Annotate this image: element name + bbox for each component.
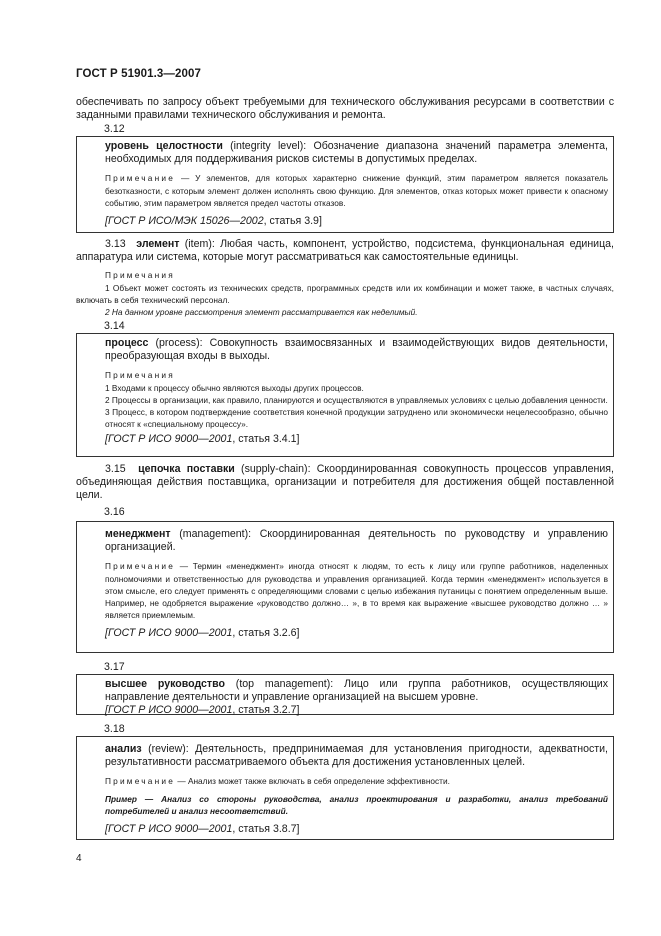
term-english: (review) [141,743,186,755]
term-definition: : Скоординированная деятельность по руководству и управлению организацией. [105,528,609,554]
note-2: 2 На данном уровне рассмотрения элемент рассматривается как неделимый. [105,307,418,318]
term-definition: : Обозначение диапазона значений параметра элемента, необходимых для поддерживания рисков системы в допустимых пределах. [105,140,608,166]
term-name: менеджмент [105,528,171,540]
term-number: 3.12 [104,123,125,135]
notes-label: Примечания [105,370,175,381]
note-1: 1 Входами к процессу обычно являются выходы других процессов. [105,382,364,393]
reference-article: , статья 3.8.7] [232,823,300,836]
reference-article: , статья 3.2.6] [232,627,300,640]
document-header: ГОСТ Р 51901.3—2007 [76,68,201,80]
term-name: цепочка поставки [138,463,235,475]
term-name: анализ [105,743,142,755]
note-2: 2 Процессы в организации, как правило, планируются и осуществляются в управляемых условиях с целью добавления ценности. [105,394,608,405]
term-number: 3.14 [104,320,125,332]
reference-doc: [ГОСТ Р ИСО 9000—2001 [105,433,233,446]
term-box-3-17 [76,674,614,715]
reference-article: , статья 3.2.7] [232,704,300,717]
term-number: 3.18 [104,723,125,735]
term-block-3-13 [76,238,614,318]
note-1: 1 Объект может состоять из технических средств, программных средств или их комбинации и может также, в частных случаях, включать в себя технический персонал. [76,282,614,305]
reference-article: , статья 3.4.1] [232,433,300,446]
term-english: (management) [170,528,249,540]
term-name: элемент [136,238,180,250]
term-definition: : Совокупность взаимосвязанных и взаимодействующих видов деятельности, преобразующая входы в выходы. [105,337,608,363]
example-text: Пример — Анализ со стороны руководства, анализ проектирования и разработки, анализ требований потребителей и анализ несоответствий. [105,793,608,816]
term-number: 3.15 [105,463,126,475]
reference-doc: [ГОСТ Р ИСО 9000—2001 [105,627,233,640]
reference-doc: [ГОСТ Р ИСО/МЭК 15026—2002 [105,215,264,228]
reference-doc: [ГОСТ Р ИСО 9000—2001 [105,704,233,717]
note-label: Примечание [105,776,176,787]
note-3: 3 Процесс, в котором подтверждение соответствия конечной продукции затруднено или экономически нецелесообразно, обычно относят к «специальному процессу». [105,407,608,430]
term-box-3-14 [76,333,614,457]
note-text: — Анализ может также включать в себя определение эффективности. [175,776,450,787]
term-block-3-15 [76,463,614,503]
term-definition: : Скоординированная совокупность процессов управления, объединяющая действия поставщика, организации и потребителя для достижения общей поставленной цели. [76,463,614,502]
note-label: Примечание [105,173,176,184]
page-number: 4 [76,853,82,864]
term-name: высшее руководство [105,678,225,690]
reference-article: , статья 3.9] [263,215,322,228]
term-definition: : Лицо или группа работников, осуществляющих направление деятельности и управление организацией на высшем уровне. [105,678,608,704]
reference-doc: [ГОСТ Р ИСО 9000—2001 [105,823,233,836]
term-number: 3.16 [104,506,125,518]
note-text: — У элементов, для которых характерно снижение функций, этим параметром является показатель безотказности, с которым элемент должен исполнять свою функцию. Для элементов, отказ которых может привести к опасному событию, этим параметром является предел частоты отказов. [105,173,608,208]
term-english: (item) [179,238,212,250]
term-box-3-18 [76,736,614,840]
term-box-3-12 [76,136,614,233]
term-english: (top management) [224,678,331,690]
term-english: (integrity level) [222,140,304,152]
term-number: 3.17 [104,661,125,673]
term-name: уровень целостности [105,140,223,152]
term-definition: : Деятельность, предпринимаемая для установления пригодности, адекватности, результативности рассматриваемого объекта для достижения установленных целей. [105,743,608,769]
term-number: 3.13 [105,238,126,250]
term-english: (supply-chain) [234,463,308,475]
note-label: Примечание [105,561,176,572]
term-box-3-16 [76,521,614,653]
term-english: (process) [148,337,200,349]
intro-paragraph: обеспечивать по запросу объект требуемыми для технического обслуживания ресурсами в соответствии с заданными правилами технического обслуживания и ремонта. [76,96,614,122]
notes-label: Примечания [105,270,175,281]
term-definition: : Любая часть, компонент, устройство, подсистема, функциональная единица, аппаратура или система, которые могут рассматриваться как самостоятельные единицы. [76,238,614,264]
note-text: — Термин «менеджмент» иногда относят к людям, то есть к лицу или группе работников, наделенных полномочиями и ответственностью для руководства и управления организацией. Когда термин «менеджмент» используется в этом смысле, его следует применять с определяющими словами с целью избежания путаницы с понятием определенным выше. Например, не одобряется выражение «руководство должно… », в то время как выражение «высшее руководство должно … » является приемлемым. [105,561,608,621]
term-name: процесс [105,337,149,349]
